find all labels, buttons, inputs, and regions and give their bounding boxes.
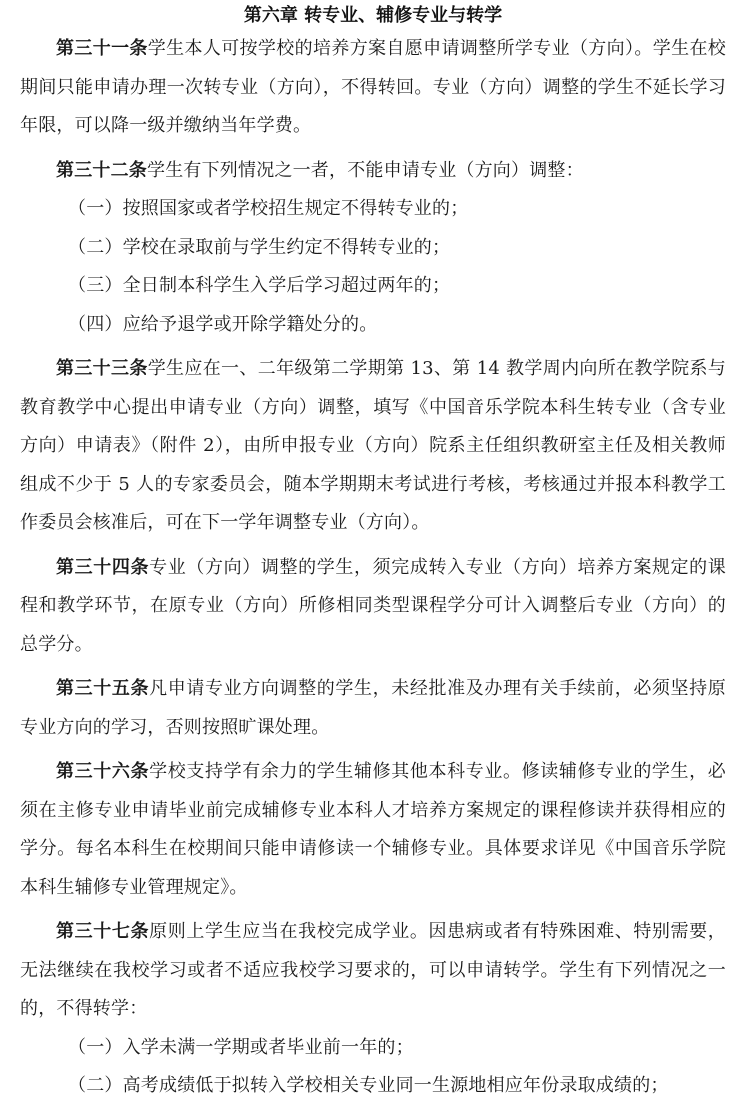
- article-number: 第三十六条: [56, 761, 150, 782]
- article-35: [20, 670, 726, 747]
- chapter-title: 第六章 转专业、辅修专业与转学: [243, 5, 503, 26]
- article-number: 第三十三条: [56, 358, 148, 379]
- article-text: 学生本人可按学校的培养方案自愿申请调整所学专业（方向）。学生在校期间只能申请办理一次转专业（方向），不得转回。专业（方向）调整的学生不延长学习年限，可以降一级并缴纳当年学费。: [20, 38, 726, 136]
- article-31: [20, 30, 726, 146]
- article-text: 学校支持学有余力的学生辅修其他本科专业。修读辅修专业的学生，必须在主修专业申请毕业前完成辅修专业本科人才培养方案规定的课程修读并获得相应的学分。每名本科生在校期间只能申请修读一个辅修专业。具体要求详见《中国音乐学院本科生辅修专业管理规定》。: [20, 761, 727, 898]
- list-item: （二）高考成绩低于拟转入学校相关专业同一生源地相应年份录取成绩的；: [68, 1075, 669, 1096]
- article-text: 凡申请专业方向调整的学生，未经批准及办理有关手续前，必须坚持原专业方向的学习，否则按照旷课处理。: [20, 678, 727, 738]
- article-number: 第三十四条: [56, 556, 150, 578]
- article-33: [20, 350, 726, 543]
- list-item: （三）全日制本科学生入学后学习超过两年的；: [68, 275, 451, 296]
- article-number: 第三十一条: [56, 38, 148, 59]
- article-34: [20, 549, 726, 665]
- article-number: 第三十二条: [56, 159, 147, 181]
- list-item: （一）入学未满一学期或者毕业前一年的；: [68, 1036, 414, 1058]
- article-text: 学生应在一、二年级第二学期第 13、第 14 教学周内向所在教学院系与教育教学中心提出申请专业（方向）调整，填写《中国音乐学院本科生转专业（含专业方向）申请表》（附件 2），由所申报专业（方向）院系主任组织教研室主任及相关教师组成不少于 5 人的专家委员会，随本学期期末考试进行考核，考核通过并报本科教学工作委员会核准后，可在下一学年调整专业（方向）。: [20, 358, 726, 533]
- article-number: 第三十七条: [56, 921, 150, 942]
- list-item: （二）学校在录取前与学生约定不得转专业的；: [68, 236, 451, 258]
- article-number: 第三十五条: [56, 678, 150, 699]
- article-37-list: [20, 1029, 726, 1106]
- list-item: （四）应给予退学或开除学籍处分的。: [68, 313, 378, 335]
- article-37: [20, 913, 726, 1029]
- article-36: [20, 753, 726, 907]
- article-text: 原则上学生应当在我校完成学业。因患病或者有特殊困难、特别需要，无法继续在我校学习或者不适应我校学习要求的，可以申请转学。学生有下列情况之一的，不得转学：: [20, 921, 727, 1019]
- article-text: 专业（方向）调整的学生，须完成转入专业（方向）培养方案规定的课程和教学环节，在原专业（方向）所修相同类型课程学分可计入调整后专业（方向）的总学分。: [20, 556, 727, 655]
- article-32-list: [20, 190, 726, 344]
- article-text: 学生有下列情况之一者，不能申请专业（方向）调整：: [147, 159, 584, 181]
- article-32: [20, 152, 726, 191]
- list-item: （一）按照国家或者学校招生规定不得转专业的；: [68, 198, 469, 219]
